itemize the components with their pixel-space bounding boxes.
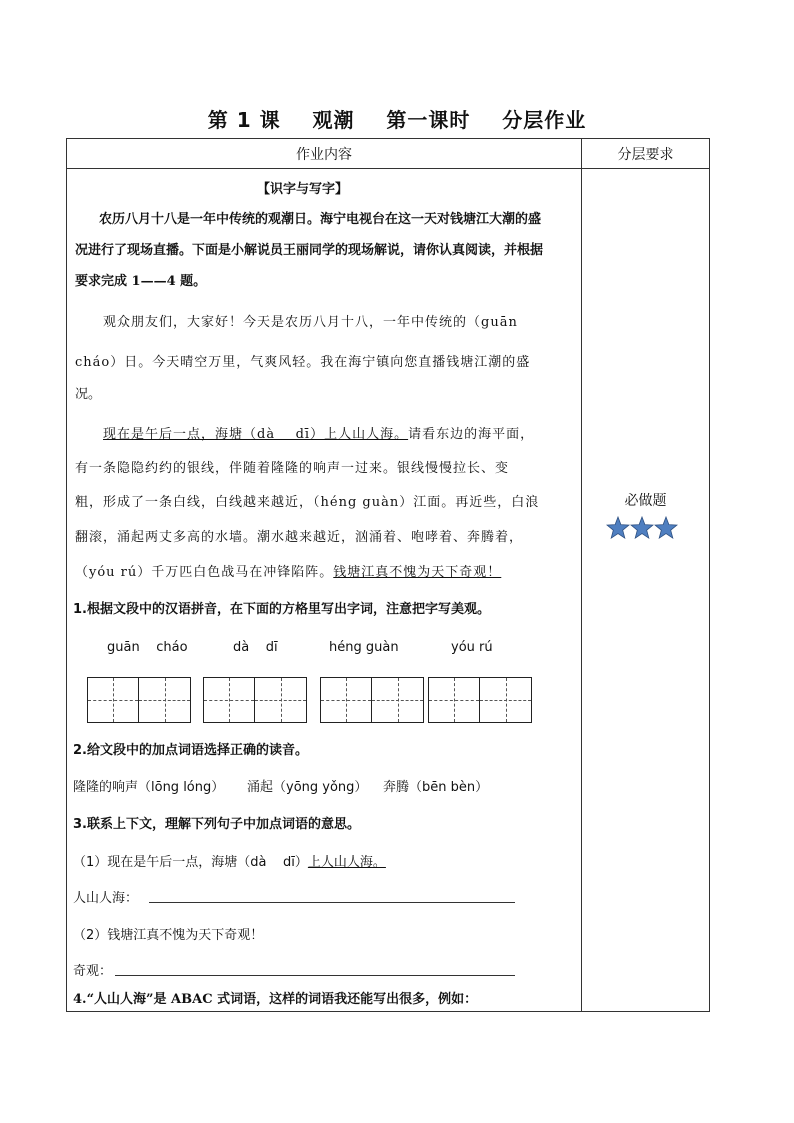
passage-line: 粗，形成了一条白线，白线越来越近，（héng guàn）江面。再近些，白浪 (75, 495, 540, 510)
q3-sentence-1: （1）现在是午后一点，海塘（dà dī）上人山人海。 (73, 855, 386, 870)
star-icon (630, 516, 654, 540)
question-1: 1.根据文段中的汉语拼音，在下面的方格里写出字词，注意把字写美观。 (73, 602, 490, 617)
star-icon (654, 516, 678, 540)
q2-option-2: 涌起（yōng yǒng） (247, 780, 368, 795)
question-2: 2.给文段中的加点词语选择正确的读音。 (73, 743, 308, 758)
writing-grid-1[interactable] (87, 677, 191, 723)
intro-line-1: 农历八月十八是一年中传统的观潮日。海宁电视台在这一天对钱塘江大潮的盛 (99, 212, 542, 227)
star-rating (606, 516, 678, 540)
passage-line: 现在是午后一点，海塘（dà dī）上人山人海。请看东边的海平面， (103, 427, 535, 442)
q3-label-2: 奇观： (73, 964, 113, 979)
question-4: 4.“人山人海”是 ABAC 式词语，这样的词语我还能写出很多，例如： (73, 992, 478, 1007)
passage-line: 翻滚，涌起两丈多高的水墙。潮水越来越近，汹涌着、咆哮着、奔腾着， (75, 530, 524, 545)
star-icon (606, 516, 630, 540)
passage-line: cháo）日。今天晴空万里，气爽风轻。我在海宁镇向您直播钱塘江潮的盛 (75, 355, 531, 370)
underlined-sentence: 钱塘江真不愧为天下奇观！ (333, 565, 502, 580)
header-content: 作业内容 (67, 139, 582, 169)
content-cell (67, 169, 582, 1012)
writing-grid-2[interactable] (203, 677, 307, 723)
q2-option-3: 奔腾（bēn bèn） (383, 780, 489, 795)
pinyin-3: héng guàn (329, 640, 399, 655)
writing-grid-4[interactable] (428, 677, 532, 723)
answer-line-2[interactable] (115, 975, 515, 976)
intro-line-3: 要求完成 1——4 题。 (75, 274, 207, 289)
q3-label-1: 人山人海： (73, 891, 139, 906)
passage-line: 况。 (75, 387, 102, 402)
q2-option-1: 隆隆的响声（lōng lóng） (73, 780, 225, 795)
header-level: 分层要求 (582, 139, 710, 169)
pinyin-2: dà dī (233, 640, 278, 655)
homework-table (66, 138, 710, 1012)
answer-line-1[interactable] (149, 902, 515, 903)
pinyin-4: yóu rú (451, 640, 493, 655)
passage-line: 观众朋友们，大家好！今天是农历八月十八，一年中传统的（guān (103, 315, 518, 330)
section-title: 【识字与写字】 (257, 182, 349, 197)
page-title: 第 1 课 观潮 第一课时 分层作业 (207, 108, 587, 132)
level-cell (582, 169, 710, 1012)
underlined-sentence: 现在是午后一点，海塘（dà dī）上人山人海。 (103, 427, 409, 442)
passage-line: （yóu rú）千万匹白色战马在冲锋陷阵。钱塘江真不愧为天下奇观！ (75, 565, 502, 580)
question-3: 3.联系上下文，理解下列句子中加点词语的意思。 (73, 817, 360, 832)
writing-grid-3[interactable] (320, 677, 424, 723)
passage-line: 有一条隐隐约约的银线，伴随着隆隆的响声一过来。银线慢慢拉长、变 (75, 461, 510, 476)
required-label: 必做题 (624, 493, 667, 509)
intro-line-2: 况进行了现场直播。下面是小解说员王丽同学的现场解说，请你认真阅读，并根据 (75, 243, 544, 258)
pinyin-1: guān cháo (107, 640, 188, 655)
q3-sentence-2: （2）钱塘江真不愧为天下奇观！ (73, 928, 264, 943)
